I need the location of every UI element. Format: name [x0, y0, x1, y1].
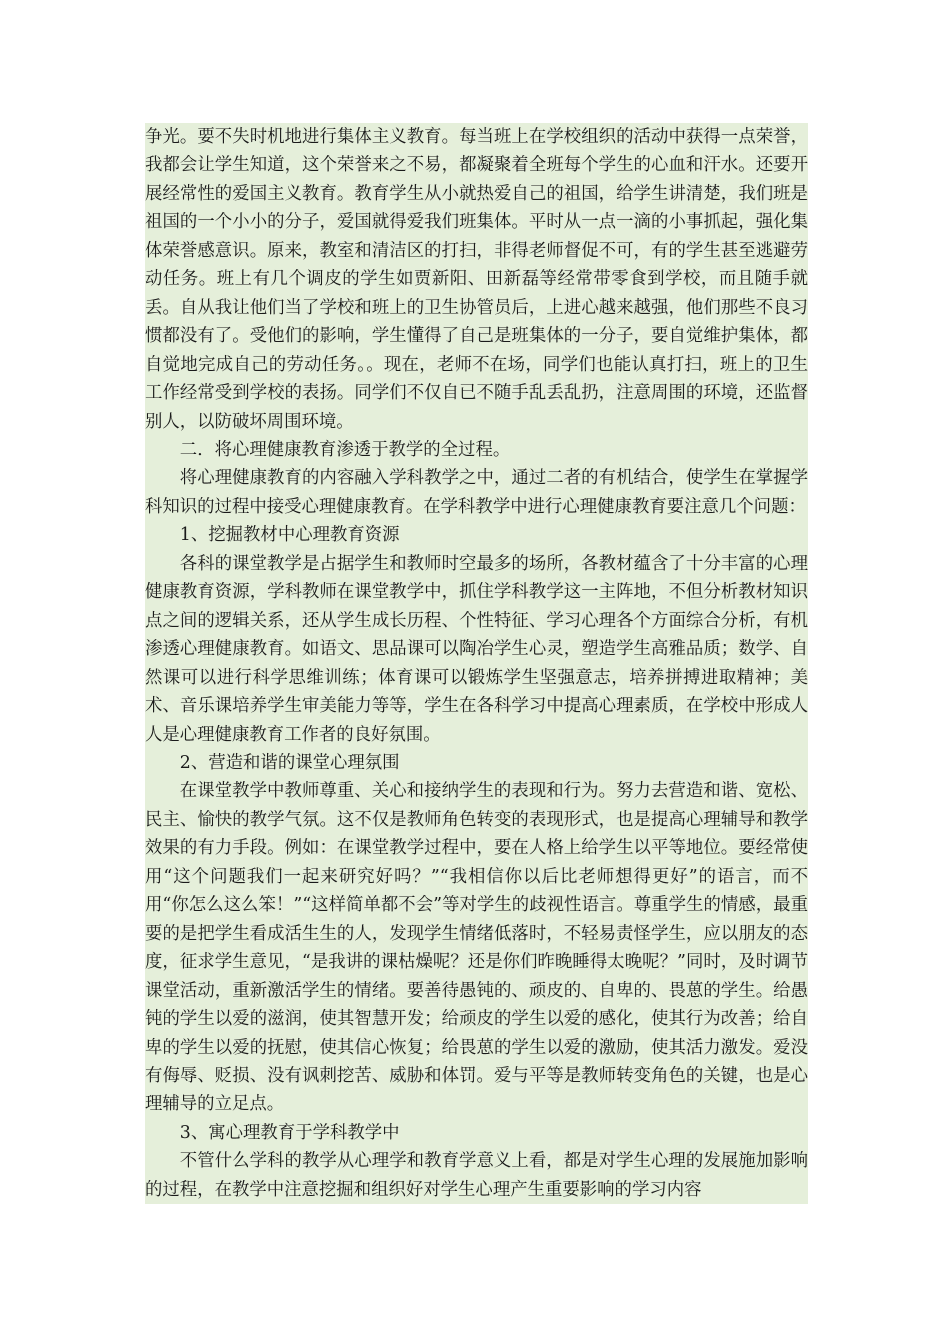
- document-body: [145, 123, 808, 1204]
- section-heading-two: 二．将心理健康教育渗透于教学的全过程。: [179, 439, 511, 460]
- subheading-two: 2、营造和谐的课堂心理氛围: [179, 752, 400, 773]
- paragraph-subject-teaching: 不管什么学科的教学从心理学和教育学意义上看，都是对学生心理的发展施加影响的过程，在教学中注意挖掘和组织好对学生心理产生重要影响的学习内容: [145, 1151, 808, 1200]
- subheading-three: 3、寓心理教育于学科教学中: [179, 1122, 400, 1143]
- paragraph-collective-education: 争光。要不失时机地进行集体主义教育。每当班上在学校组织的活动中获得一点荣誉，我都会让学生知道，这个荣誉来之不易，都凝聚着全班每个学生的心血和汗水。还要开展经常性的爱国主义教育。教育学生从小就热爱自己的祖国，给学生讲清楚，我们班是祖国的一个小小的分子，爱国就得爱我们班集体。平时从一点一滴的小事抓起，强化集体荣誉感意识。原来，教室和清洁区的打扫，非得老师督促不可，有的学生甚至逃避劳动任务。班上有几个调皮的学生如贾新阳、田新磊等经常带零食到学校，而且随手就丢。自从我让他们当了学校和班上的卫生协管员后，上进心越来越强，他们那些不良习惯都没有了。受他们的影响，学生懂得了自己是班集体的一分子，要自觉维护集体，都自觉地完成自己的劳动任务。。现在，老师不在场，同学们也能认真打扫，班上的卫生工作经常受到学校的表扬。同学们不仅自已不随手乱丢乱扔，注意周围的环境，还监督别人，以防破坏周围环境。: [145, 127, 808, 432]
- paragraph-resources: 各科的课堂教学是占据学生和教师时空最多的场所，各教材蕴含了十分丰富的心理健康教育资源，学科教师在课堂教学中，抓住学科教学这一主阵地，不但分析教材知识点之间的逻辑关系，还从学生成长历程、个性特征、学习心理各个方面综合分析，有机渗透心理健康教育。如语文、思品课可以陶冶学生心灵，塑造学生高雅品质；数学、自然课可以进行科学思维训练；体育课可以锻炼学生坚强意志，培养拼搏进取精神；美术、音乐课培养学生审美能力等等，学生在各科学习中提高心理素质，在学校中形成人人是心理健康教育工作者的良好氛围。: [145, 553, 808, 745]
- subheading-one: 1、挖掘教材中心理教育资源: [179, 525, 400, 546]
- paragraph-atmosphere: 在课堂教学中教师尊重、关心和接纳学生的表现和行为。努力去营造和谐、宽松、民主、愉快的教学气氛。这不仅是教师角色转变的表现形式，也是提高心理辅导和教学效果的有力手段。例如：在课堂教学过程中，要在人格上给学生以平等地位。要经常使用“这个问题我们一起来研究好吗？”“我相信你以后比老师想得更好”的语言，而不用“你怎么这么笨！”“这样简单都不会”等对学生的歧视性语言。尊重学生的情感，最重要的是把学生看成活生生的人，发现学生情绪低落时，不轻易责怪学生，应以朋友的态度，征求学生意见，“是我讲的课枯燥呢？还是你们昨晚睡得太晚呢？”同时，及时调节课堂活动，重新激活学生的情绪。要善待愚钝的、顽皮的、自卑的、畏葸的学生。给愚钝的学生以爱的滋润，使其智慧开发；给顽皮的学生以爱的感化，使其行为改善；给自卑的学生以爱的抚慰，使其信心恢复；给畏葸的学生以爱的激励，使其活力激发。爱没有侮辱、贬损、没有讽刺挖苦、威胁和体罚。爱与平等是教师转变角色的关键，也是心理辅导的立足点。: [145, 781, 808, 1115]
- paragraph-integration: 将心理健康教育的内容融入学科教学之中，通过二者的有机结合，使学生在掌握学科知识的过程中接受心理健康教育。在学科教学中进行心理健康教育要注意几个问题：: [145, 468, 808, 517]
